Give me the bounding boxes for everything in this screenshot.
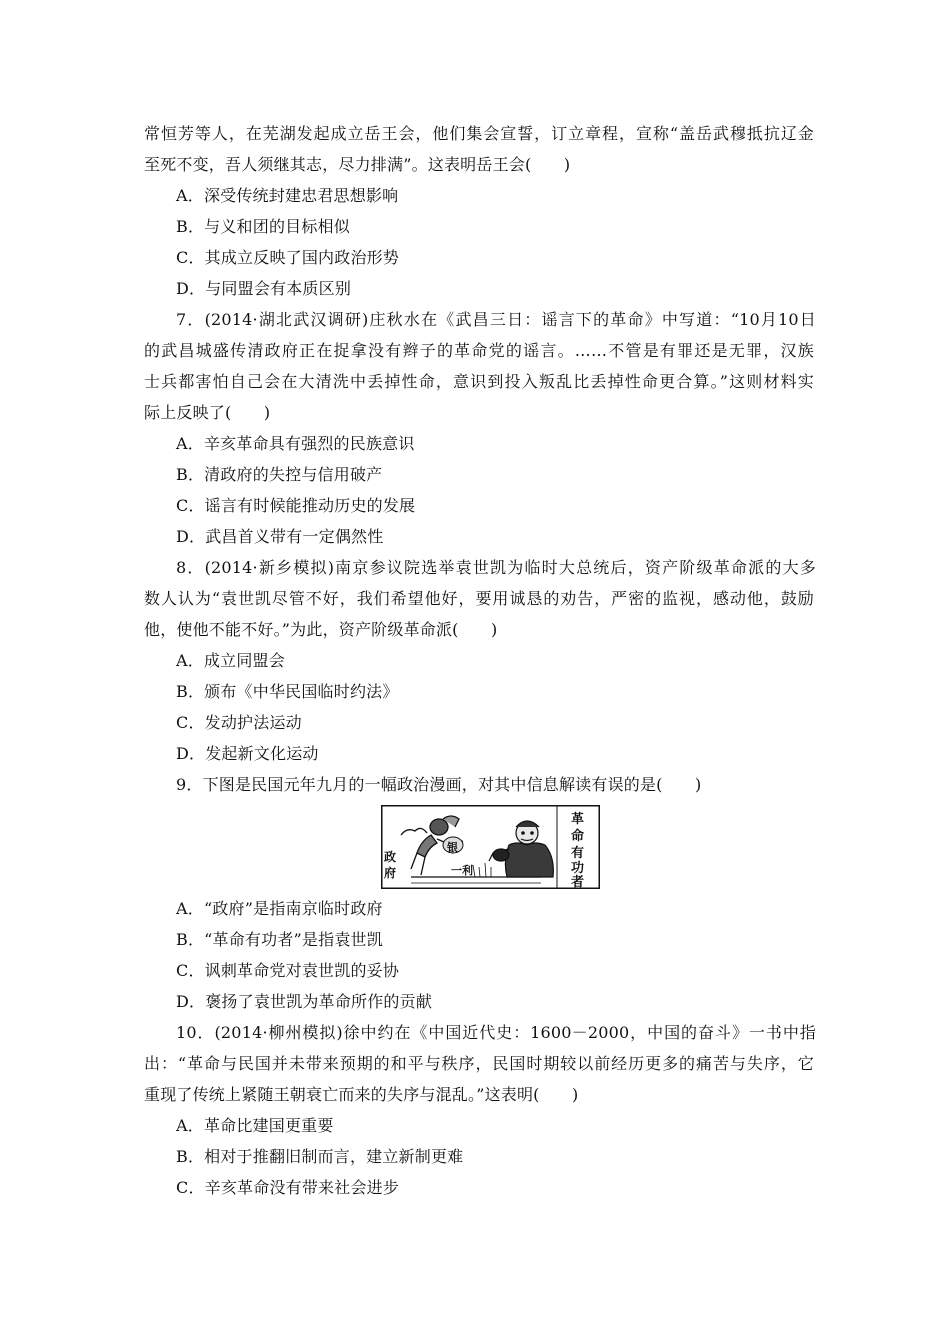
q7-option-c: C．谣言有时候能推动历史的发展	[176, 496, 416, 515]
cartoon-side-char-4: 功	[571, 861, 585, 876]
political-cartoon-image	[381, 805, 600, 889]
q7-option-b: B．清政府的失控与信用破产	[176, 465, 383, 484]
q8-text-line-1: 8．(2014·新乡模拟)南京参议院选举袁世凯为临时大总统后，资产阶级革命派的大多	[176, 558, 816, 577]
q8-text-line-3: 他，使他不能不好。”为此，资产阶级革命派( )	[144, 620, 498, 639]
q8-option-a: A．成立同盟会	[176, 651, 285, 670]
q6-option-d: D．与同盟会有本质区别	[176, 279, 352, 298]
q7-text-line-2: 的武昌城盛传清政府正在捉拿没有辫子的革命党的谣言。……不管是有罪还是无罪，汉族	[144, 341, 814, 360]
q8-text-line-2: 数人认为“袁世凯尽管不好，我们希望他好，要用诚恳的劝告，严密的监视，感动他，鼓励	[144, 589, 814, 608]
q9-option-c: C．讽刺革命党对袁世凯的妥协	[176, 961, 400, 980]
cartoon-label-gov-1: 政	[384, 850, 397, 864]
q9-option-d: D．褒扬了袁世凯为革命所作的贡献	[176, 992, 433, 1011]
q7-text-line-3: 士兵都害怕自己会在大清洗中丢掉性命，意识到投入叛乱比丢掉性命更合算。”这则材料实	[144, 372, 814, 391]
q7-option-a: A．辛亥革命具有强烈的民族意识	[176, 434, 415, 453]
cartoon-label-gov-2: 府	[384, 866, 397, 880]
q6-text-line-2: 至死不变，吾人须继其志，尽力排满”。这表明岳王会( )	[144, 155, 571, 174]
q9-option-b: B．“革命有功者”是指袁世凯	[176, 930, 383, 949]
q10-text-line-1: 10．(2014·柳州模拟)徐中约在《中国近代史：1600－2000，中国的奋斗》一书中指	[176, 1023, 816, 1042]
q6-option-a: A．深受传统封建忠君思想影响	[176, 186, 399, 205]
q8-option-d: D．发起新文化运动	[176, 744, 319, 763]
cartoon-label-profit: 一利	[451, 864, 473, 877]
q8-option-b: B．颁布《中华民国临时约法》	[176, 682, 399, 701]
q9-text-line-1: 9．下图是民国元年九月的一幅政治漫画，对其中信息解读有误的是( )	[176, 775, 702, 794]
q7-text-line-1: 7．(2014·湖北武汉调研)庄秋水在《武昌三日：谣言下的革命》中写道：“10月10日	[176, 310, 816, 329]
q9-option-a: A．“政府”是指南京临时政府	[176, 899, 383, 918]
cartoon-side-char-3: 有	[571, 846, 585, 861]
cartoon-side-char-5: 者	[571, 875, 585, 889]
q10-text-line-3: 重现了传统上紧随王朝衰亡而来的失序与混乱。”这表明( )	[144, 1085, 579, 1104]
q7-text-line-4: 际上反映了( )	[144, 403, 271, 422]
q6-text-line-1: 常恒芳等人，在芜湖发起成立岳王会，他们集会宣誓，订立章程，宣称“盖岳武穆抵抗辽金	[144, 124, 814, 143]
q6-option-b: B．与义和团的目标相似	[176, 217, 350, 236]
q7-option-d: D．武昌首义带有一定偶然性	[176, 527, 384, 546]
cartoon-label-silver: 银	[447, 841, 458, 854]
q10-text-line-2: 出：“革命与民国并未带来预期的和平与秩序，民国时期较以前经历更多的痛苦与失序，它	[144, 1054, 814, 1073]
cartoon-side-char-1: 革	[571, 812, 585, 827]
q8-option-c: C．发动护法运动	[176, 713, 302, 732]
q10-option-b: B．相对于推翻旧制而言，建立新制更难	[176, 1147, 464, 1166]
q6-option-c: C．其成立反映了国内政治形势	[176, 248, 400, 267]
q10-option-c: C．辛亥革命没有带来社会进步	[176, 1178, 400, 1197]
q10-option-a: A．革命比建国更重要	[176, 1116, 334, 1135]
cartoon-side-char-2: 命	[571, 829, 585, 844]
